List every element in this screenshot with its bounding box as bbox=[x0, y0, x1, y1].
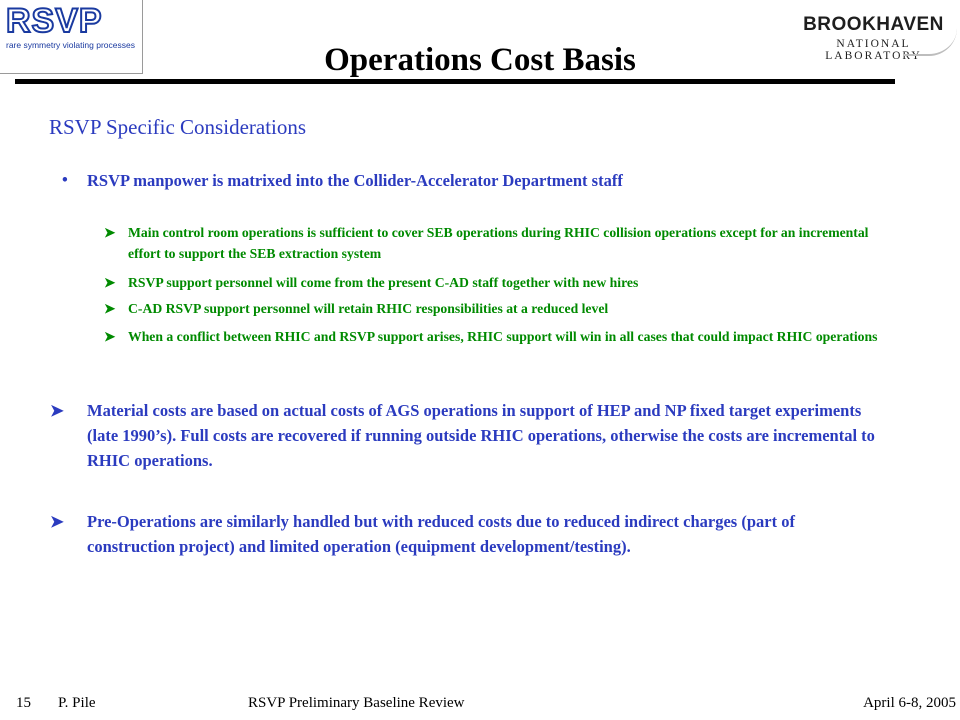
title-rule bbox=[15, 79, 895, 84]
arrow-bullet-icon: ➤ bbox=[104, 301, 116, 316]
sub-bullet-text: When a conflict between RHIC and RSVP support arises, RHIC support will win in all cases that could impact RHIC operations bbox=[128, 329, 878, 344]
sub-bullet-text: Main control room operations is sufficient to cover SEB operations during RHIC collision operations except for an incremental effort to support the SEB extraction system bbox=[128, 225, 869, 261]
main-bullet-text: RSVP manpower is matrixed into the Collider-Accelerator Department staff bbox=[87, 171, 623, 190]
footer-author: P. Pile bbox=[58, 695, 96, 711]
slide-title: Operations Cost Basis bbox=[324, 42, 636, 78]
arrow-bullet-icon: ➤ bbox=[50, 512, 64, 531]
cost-bullet-text: Pre-Operations are similarly handled but with reduced costs due to reduced indirect charges (part of construction project) and limited operation (equipment development/testing). bbox=[87, 512, 795, 556]
footer-date: April 6-8, 2005 bbox=[863, 695, 956, 711]
sub-bullet-text: RSVP support personnel will come from the present C-AD staff together with new hires bbox=[128, 275, 639, 290]
sub-bullet-text: C-AD RSVP support personnel will retain RHIC responsibilities at a reduced level bbox=[128, 301, 609, 316]
sub-bullet bbox=[104, 222, 904, 264]
arrow-bullet-icon: ➤ bbox=[104, 225, 116, 240]
footer-page-number: 15 bbox=[16, 695, 31, 711]
slide-subtitle: RSVP Specific Considerations bbox=[49, 115, 307, 139]
sub-bullet bbox=[104, 272, 904, 293]
arrow-bullet-icon: ➤ bbox=[50, 401, 64, 420]
sub-bullet bbox=[104, 298, 904, 319]
arrow-bullet-icon: ➤ bbox=[104, 329, 116, 344]
footer-event: RSVP Preliminary Baseline Review bbox=[248, 695, 465, 711]
bullet-dot-icon: • bbox=[62, 170, 68, 189]
rsvp-logo-word: RSVP bbox=[6, 2, 103, 40]
brookhaven-logo-sub: NATIONAL LABORATORY bbox=[825, 38, 922, 62]
brookhaven-logo-name: BROOKHAVEN bbox=[803, 14, 944, 35]
sub-bullet bbox=[104, 326, 904, 347]
cost-bullet bbox=[50, 509, 880, 559]
cost-bullet bbox=[50, 398, 880, 473]
rsvp-logo-tagline: rare symmetry violating processes bbox=[6, 40, 135, 50]
cost-bullet-text: Material costs are based on actual costs of AGS operations in support of HEP and NP fixed target experiments (late 1990’s). Full costs are recovered if running outside RHIC operations, otherwise the costs are incremental to RHIC operations. bbox=[87, 401, 875, 470]
arrow-bullet-icon: ➤ bbox=[104, 275, 116, 290]
